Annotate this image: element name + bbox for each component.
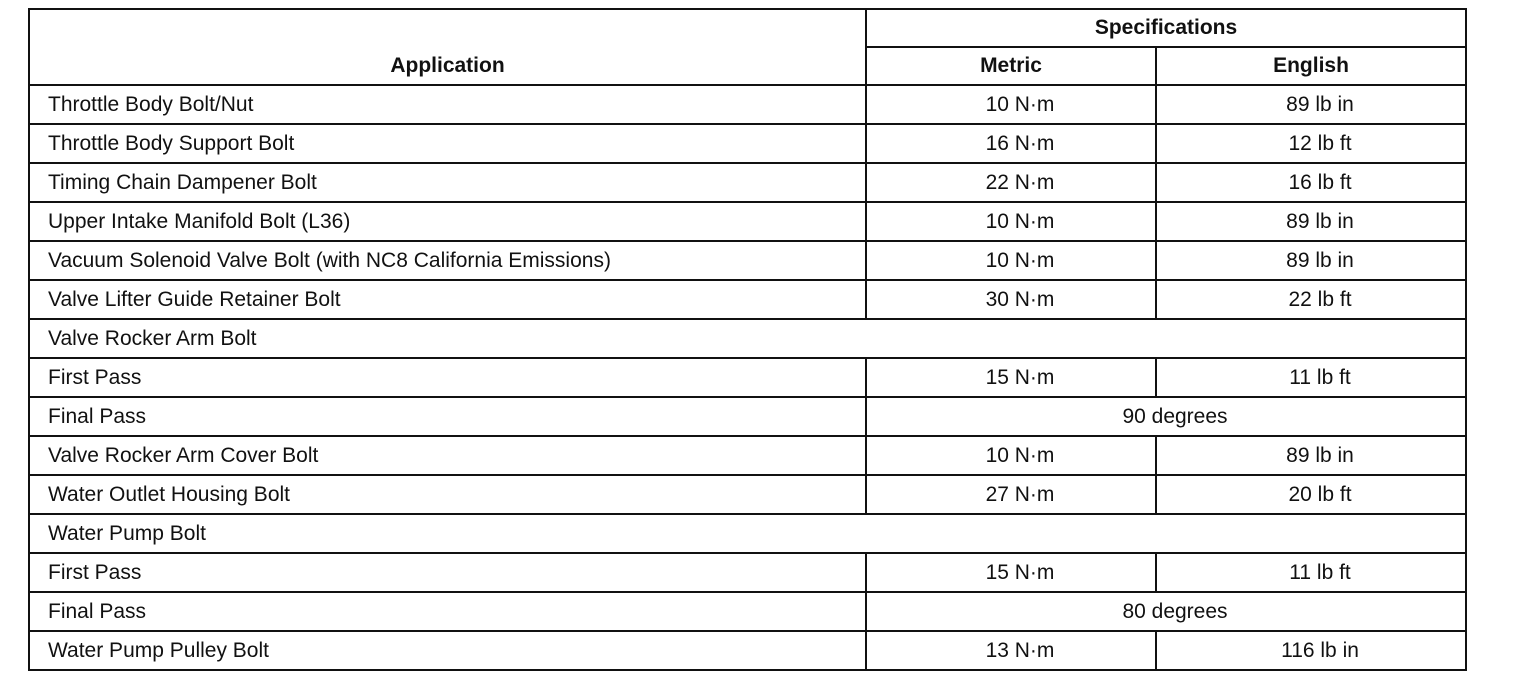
english-cell: 12 lb ft	[1156, 124, 1466, 163]
metric-cell: 10 N·m	[866, 241, 1156, 280]
english-cell: 20 lb ft	[1156, 475, 1466, 514]
table-row	[29, 592, 1466, 631]
metric-cell: 15 N·m	[866, 553, 1156, 592]
english-cell: 89 lb in	[1156, 436, 1466, 475]
english-cell: 11 lb ft	[1156, 553, 1466, 592]
table-row-group-heading	[29, 319, 1466, 358]
table-row	[29, 553, 1466, 592]
application-cell: Timing Chain Dampener Bolt	[29, 163, 866, 202]
application-cell: Throttle Body Support Bolt	[29, 124, 866, 163]
table-row	[29, 202, 1466, 241]
application-cell: Valve Rocker Arm Cover Bolt	[29, 436, 866, 475]
torque-specification-table	[28, 8, 1467, 671]
metric-cell: 16 N·m	[866, 124, 1156, 163]
english-cell: 89 lb in	[1156, 202, 1466, 241]
table-row	[29, 358, 1466, 397]
table-row	[29, 85, 1466, 124]
header-english: English	[1156, 47, 1466, 85]
metric-cell: 10 N·m	[866, 85, 1156, 124]
english-cell: 116 lb in	[1156, 631, 1466, 670]
application-subitem-cell: Final Pass	[29, 397, 866, 436]
application-cell: Water Outlet Housing Bolt	[29, 475, 866, 514]
application-cell: Throttle Body Bolt/Nut	[29, 85, 866, 124]
english-cell: 22 lb ft	[1156, 280, 1466, 319]
application-subitem-cell: Final Pass	[29, 592, 866, 631]
metric-cell: 10 N·m	[866, 202, 1156, 241]
english-cell: 89 lb in	[1156, 85, 1466, 124]
table-row	[29, 241, 1466, 280]
metric-cell: 30 N·m	[866, 280, 1156, 319]
application-cell: Vacuum Solenoid Valve Bolt (with NC8 California Emissions)	[29, 241, 866, 280]
metric-cell: 13 N·m	[866, 631, 1156, 670]
table-row	[29, 475, 1466, 514]
metric-cell: 27 N·m	[866, 475, 1156, 514]
table-row	[29, 436, 1466, 475]
table-row-group-heading	[29, 514, 1466, 553]
english-cell: 11 lb ft	[1156, 358, 1466, 397]
application-group-cell: Water Pump Bolt	[29, 514, 1466, 553]
metric-cell: 10 N·m	[866, 436, 1156, 475]
table-row	[29, 397, 1466, 436]
application-cell: Upper Intake Manifold Bolt (L36)	[29, 202, 866, 241]
metric-cell: 22 N·m	[866, 163, 1156, 202]
application-group-cell: Valve Rocker Arm Bolt	[29, 319, 1466, 358]
metric-cell: 15 N·m	[866, 358, 1156, 397]
header-specifications: Specifications	[866, 9, 1466, 47]
table-row	[29, 280, 1466, 319]
application-cell: Water Pump Pulley Bolt	[29, 631, 866, 670]
header-application: Application	[29, 9, 866, 85]
table-row	[29, 124, 1466, 163]
application-cell: Valve Lifter Guide Retainer Bolt	[29, 280, 866, 319]
table-row	[29, 631, 1466, 670]
table-row	[29, 163, 1466, 202]
english-cell: 16 lb ft	[1156, 163, 1466, 202]
header-metric: Metric	[866, 47, 1156, 85]
application-subitem-cell: First Pass	[29, 553, 866, 592]
application-subitem-cell: First Pass	[29, 358, 866, 397]
combined-spec-cell: 90 degrees	[866, 397, 1466, 436]
english-cell: 89 lb in	[1156, 241, 1466, 280]
combined-spec-cell: 80 degrees	[866, 592, 1466, 631]
